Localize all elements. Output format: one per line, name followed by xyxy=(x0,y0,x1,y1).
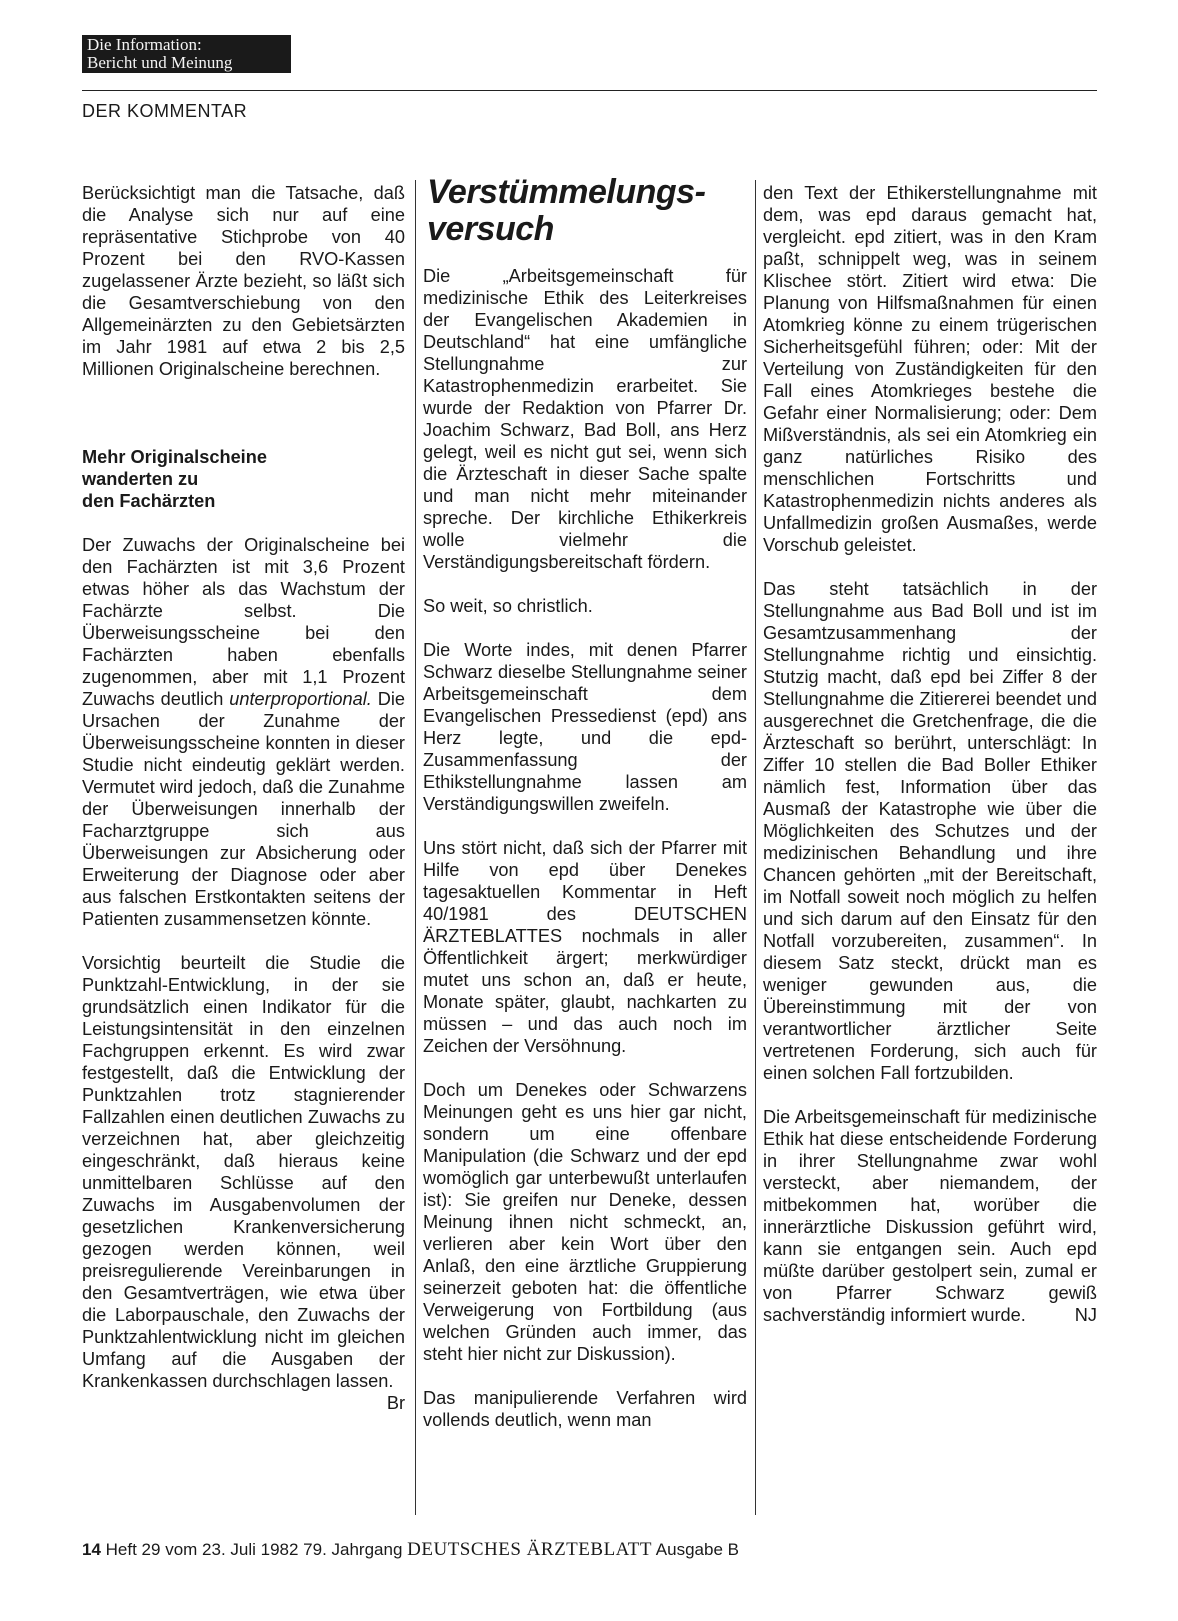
headline-line2: versuch xyxy=(427,210,554,248)
paragraph: den Text der Ethikerstellungnahme mit dem, was epd daraus gemacht hat, vergleicht. epd zitiert, was in den Kram paßt, schnippelt weg, was in seinem Klischee stört. Zitiert wird etwa: Die Planung von Hilfsmaßnahmen für einen Atomkrieg könne zu einem trügerischen Sicherheitsgefühl führen; oder: Mit der Verteilung von Zuständigkeiten für den Fall eines Atomkrieges bestehe die Gefahr einer Normalisierung; oder: Dem Mißverständnis, als sei ein Atomkrieg ein ganz natürliches Risiko des menschlichen Fortschritts und Katastrophenmedizin nichts anderes als Unfallmedizin großen Ausmaßes, werde Vorschub geleistet. xyxy=(763,183,1097,555)
paragraph: Uns stört nicht, daß sich der Pfarrer mit Hilfe von epd über Denekes tagesaktuellen Kommentar in Heft 40/1981 des DEUTSCHEN ÄRZTEBLATTES nochmals in aller Öffentlichkeit ärgert; merkwürdiger mutet uns schon an, daß er heute, Monate später, glaubt, nachkarten zu müssen – und das auch noch im Zeichen der Versöhnung. xyxy=(423,838,747,1056)
masthead: DEUTSCHES ÄRZTEBLATT xyxy=(407,1539,652,1560)
column-1 xyxy=(82,182,405,1414)
paragraph: Berücksichtigt man die Tatsache, daß die Analyse sich nur auf eine repräsentative Stichprobe von 40 Prozent bei den RVO-Kassen zugelassener Ärzte bezieht, so läßt sich die Gesamtverschiebung von den Allgemeinärzten zu den Gebietsärzten im Jahr 1981 auf etwa 2 bis 2,5 Millionen Originalscheine berechnen. xyxy=(82,183,405,379)
kicker: DER KOMMENTAR xyxy=(82,101,248,121)
issue-info: Heft 29 vom 23. Juli 1982 79. Jahrgang xyxy=(105,1540,403,1559)
paragraph-text: Die Ursachen der Zunahme der Überweisungsscheine konnten in dieser Studie nicht eindeutig geklärt werden. Vermutet wird jedoch, daß die Zunahme der Überweisungen innerhalb der Facharztgruppe sich aus Überweisungen zur Absicherung oder Erweiterung der Diagnose oder aber aus falschen Erstkontakten seitens der Patienten zusammensetzen könnte. xyxy=(82,689,405,929)
page-footer xyxy=(82,1539,739,1561)
paragraph xyxy=(763,1106,1097,1326)
paragraph-text: Der Zuwachs der Originalscheine bei den Fachärzten ist mit 3,6 Prozent etwas höher als das Wachstum der Fachärzte selbst. Die Überweisungsscheine bei den Fachärzten haben ebenfalls zugenommen, aber mit 1,1 Prozent Zuwachs deutlich xyxy=(82,535,405,709)
section-label xyxy=(82,35,291,73)
subheading-line3: den Fachärzten xyxy=(82,491,216,511)
header-rule xyxy=(82,90,1097,91)
paragraph: So weit, so christlich. xyxy=(423,596,593,616)
column-divider-2 xyxy=(755,180,756,1515)
paragraph-text: Vorsichtig beurteilt die Studie die Punktzahl-Entwicklung, in der sie grundsätzlich einen Indikator für die Leistungsintensität in den einzelnen Fachgruppen erkennt. Es wird zwar festgestellt, daß die Entwicklung der Punktzahlen trotz stagnierender Fallzahlen einen deutlichen Zuwachs zu verzeichnen hat, aber gleichzeitig eingeschränkt, daß hieraus keine unmittelbaren Schlüsse auf den Zuwachs im Ausgabenvolumen der gesetzlichen Krankenversicherung gezogen werden können, weil preisregulierende Vereinbarungen in den Gesamtverträgen, wie etwa über die Laborpauschale, den Zuwachs der Punktzahlentwicklung nicht im gleichen Umfang auf die Ausgaben der Krankenkassen durchschlagen lassen. xyxy=(82,953,405,1391)
paragraph-text: Die Arbeitsgemeinschaft für medizinische Ethik hat diese entscheidende Forderung in ihrer Stellungnahme zwar wohl versteckt, aber niemandem, der mitbekommen hat, worüber die innerärztliche Diskussion geführt wird, kann sie entgangen sein. Auch epd müßte darüber gestolpert sein, zumal er von Pfarrer Schwarz gewiß sachverständig informiert wurde. xyxy=(763,1107,1097,1325)
column-3 xyxy=(763,182,1097,1348)
subheading-line2: wanderten zu xyxy=(82,469,199,489)
paragraph: Die Worte indes, mit denen Pfarrer Schwarz dieselbe Stellungnahme seiner Arbeitsgemeinschaft dem Evangelischen Pressedienst (epd) ans Herz legte, und die epd-Zusammenfassung der Ethikstellungnahme lassen am Verständigungswillen zweifeln. xyxy=(423,640,747,814)
page-number: 14 xyxy=(82,1540,101,1559)
edition: Ausgabe B xyxy=(655,1540,739,1559)
paragraph xyxy=(82,952,405,1413)
headline-line1: Verstümmelungs- xyxy=(427,173,706,211)
author-signature: Br xyxy=(386,1393,405,1413)
subheading-line1: Mehr Originalscheine xyxy=(82,447,267,467)
emphasis-text: unterproportional. xyxy=(229,689,372,709)
paragraph: Das steht tatsächlich in der Stellungnahme aus Bad Boll und ist im Gesamtzusammenhang der Stellungnahme richtig und einsichtig. Stutzig macht, daß epd bei Ziffer 8 der Stellungnahme die Zitiererei beendet und ausgerechnet die Gretchenfrage, die die Ärzteschaft so berührt, unterschlägt: In Ziffer 10 stellen die Bad Boller Ethiker nämlich fest, Information über das Ausmaß der Katastrophe wie über die Möglichkeiten des Schutzes und der medizinischen Behandlung und ihre Chancen gehörten „mit der Bereitschaft, im Notfall soweit noch möglich zu helfen und sich darum auf den Einsatz für den Notfall vorzubereiten, zusammen“. In diesem Satz steckt, drückt man es weniger gewunden aus, die Übereinstimmung mit der von verantwortlicher ärztlicher Seite vertretenen Forderung, sich auch für einen solchen Fall fortzubilden. xyxy=(763,579,1097,1083)
subheading xyxy=(82,446,405,512)
paragraph xyxy=(82,534,405,930)
section-label-line2: Bericht und Meinung xyxy=(87,53,233,72)
column-2 xyxy=(423,265,747,1453)
section-label-line1: Die Information: xyxy=(87,35,202,54)
article-headline xyxy=(427,174,747,248)
paragraph: Die „Arbeitsgemeinschaft für medizinische Ethik des Leiterkreises der Evangelischen Akademien in Deutschland“ hat eine umfängliche Stellungnahme zur Katastrophenmedizin erarbeitet. Sie wurde der Redaktion von Pfarrer Dr. Joachim Schwarz, Bad Boll, ans Herz gelegt, weil es nicht gut sei, wenn sich die Ärzteschaft in dieser Sache spalte und man nicht mehr miteinander spreche. Der kirchliche Ethikerkreis wolle vielmehr die Verständigungsbereitschaft fördern. xyxy=(423,266,747,572)
column-divider-1 xyxy=(415,180,416,1515)
paragraph: Das manipulierende Verfahren wird vollends deutlich, wenn man xyxy=(423,1388,747,1430)
author-signature: NJ xyxy=(1074,1305,1097,1325)
paragraph: Doch um Denekes oder Schwarzens Meinungen geht es uns hier gar nicht, sondern um eine offenbare Manipulation (die Schwarz und der epd womöglich gar unterbewußt unterlaufen ist): Sie greifen nur Deneke, dessen Meinung ihnen nicht schmeckt, an, verlieren aber kein Wort über den Anlaß, den eine ärztliche Gruppierung seinerzeit geboten hat: die öffentliche Verweigerung von Fortbildung (aus welchen Gründen auch immer, das steht hier nicht zur Diskussion). xyxy=(423,1080,747,1364)
